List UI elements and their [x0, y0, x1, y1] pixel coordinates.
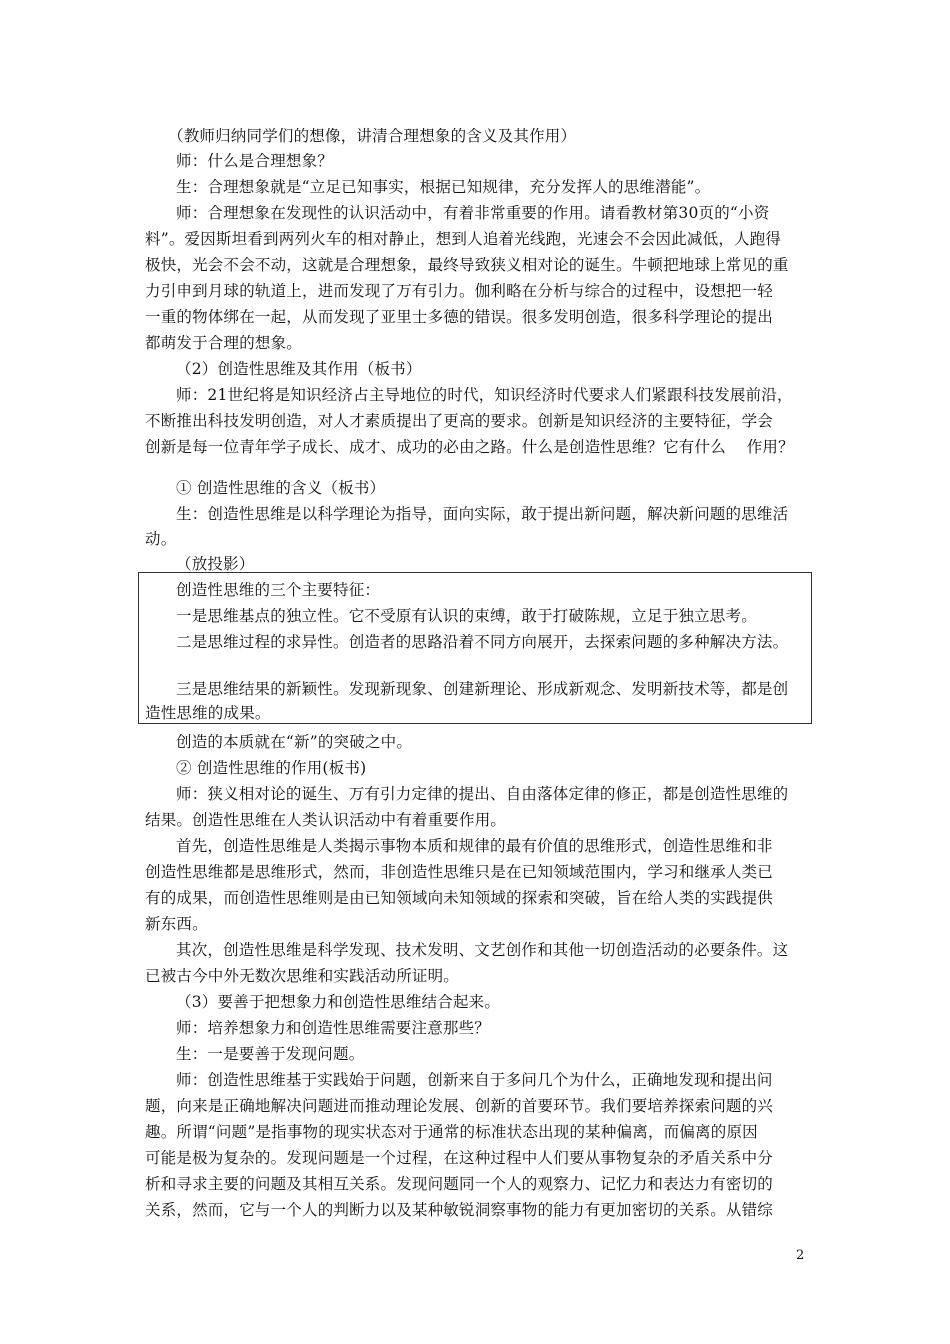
text-line: 师：合理想象在发现性的认识活动中，有着非常重要的作用。请看教材第30页的“小资 [176, 204, 770, 222]
box-line: 二是思维过程的求异性。创造者的思路沿着不同方向展开，去探索问题的多种解决方法。 [176, 633, 789, 651]
text-line: 新东西。 [145, 915, 208, 933]
box-line: 造性思维的成果。 [145, 704, 271, 722]
box-line: 一是思维基点的独立性。它不受原有认识的束缚，敢于打破陈规，立足于独立思考。 [176, 607, 757, 625]
text-line: 不断推出科技发明创造，对人才素质提出了更高的要求。创新是知识经济的主要特征，学会 [145, 412, 774, 430]
text-line: 生：创造性思维是以科学理论为指导，面向实际，敢于提出新问题，解决新问题的思维活 [176, 505, 789, 523]
text-line: （放投影） [176, 555, 255, 573]
text-line: 料”。爱因斯坦看到两列火车的相对静止，想到人追着光线跑，光速会不会因此减低，人跑得 [145, 230, 782, 248]
text-line: 动。 [145, 530, 177, 548]
text-line: 创造的本质就在“新”的突破之中。 [176, 733, 413, 751]
text-line: 师：创造性思维基于实践始于问题，创新来自于多问几个为什么，正确地发现和提出问 [176, 1071, 773, 1089]
text-line: 趣。所谓“问题”是指事物的现实状态对于通常的标准状态出现的某种偏离，而偏离的原因 [145, 1123, 758, 1141]
text-line: 首先，创造性思维是人类揭示事物本质和规律的最有价值的思维形式，创造性思维和非 [176, 837, 773, 855]
box-line: 三是思维结果的新颖性。发现新现象、创建新理论、形成新观念、发明新技术等，都是创 [176, 680, 789, 698]
text-line: 都萌发于合理的想象。 [145, 334, 303, 352]
text-line: 生：合理想象就是“立足已知事实，根据已知规律，充分发挥人的思维潜能”。 [176, 178, 711, 196]
text-line: 师：培养想象力和创造性思维需要注意那些？ [176, 1019, 491, 1037]
text-line: 力引申到月球的轨道上，进而发现了万有引力。伽利略在分析与综合的过程中，设想把一轻 [145, 282, 774, 300]
text-line: （教师归纳同学们的想像，讲清合理想象的含义及其作用） [168, 127, 577, 145]
text-line: 析和寻求主要的问题及其相互关系。发现问题同一个人的观察力、记忆力和表达力有密切的 [145, 1175, 774, 1193]
section-heading: （2）创造性思维及其作用（板书） [176, 360, 422, 378]
box-title: 创造性思维的三个主要特征： [176, 581, 381, 599]
section-heading: ② 创造性思维的作用(板书) [176, 759, 367, 777]
text-line: 其次，创造性思维是科学发现、技术发明、文艺创作和其他一切创造活动的必要条件。这 [176, 941, 789, 959]
text-line: 师：21世纪将是知识经济占主导地位的时代，知识经济时代要求人们紧跟科技发展前沿， [176, 386, 793, 404]
text-line: 极快，光会不会不动，这就是合理想象，最终导致狭义相对论的诞生。牛顿把地球上常见的重 [145, 256, 789, 274]
text-line: 有的成果，而创造性思维则是由已知领域向未知领域的探索和突破，旨在给人类的实践提供 [145, 889, 774, 907]
text-line: 关系，然而，它与一个人的判断力以及某种敏锐洞察事物的能力有更加密切的关系。从错综 [145, 1201, 774, 1219]
section-heading: （3）要善于把想象力和创造性思维结合起来。 [176, 993, 501, 1011]
text-line: 师：什么是合理想象？ [176, 152, 334, 170]
text-line: 一重的物体绑在一起，从而发现了亚里士多德的错误。很多发明创造，很多科学理论的提出 [145, 308, 774, 326]
text-line: 创造性思维都是思维形式，然而，非创造性思维只是在已知领域范围内，学习和继承人类已 [145, 863, 774, 881]
page-number: 2 [796, 1248, 805, 1263]
text-line: 师：狭义相对论的诞生、万有引力定律的提出、自由落体定律的修正，都是创造性思维的 [176, 785, 789, 803]
text-line: 创新是每一位青年学子成长、成才、成功的必由之路。什么是创造性思维？它有什么 作用？ [145, 438, 794, 456]
section-heading: ① 创造性思维的含义（板书） [176, 479, 386, 497]
text-line: 结果。创造性思维在人类认识活动中有着重要作用。 [145, 811, 507, 829]
text-line: 可能是极为复杂的。发现问题是一个过程，在这种过程中人们要从事物复杂的矛盾关系中分 [145, 1149, 774, 1167]
text-line: 已被古今中外无数次思维和实践活动所证明。 [145, 967, 460, 985]
text-line: 生：一是要善于发现问题。 [176, 1045, 365, 1063]
text-line: 题，向来是正确地解决问题进而推动理论发展、创新的首要环节。我们要培养探索问题的兴 [145, 1097, 774, 1115]
